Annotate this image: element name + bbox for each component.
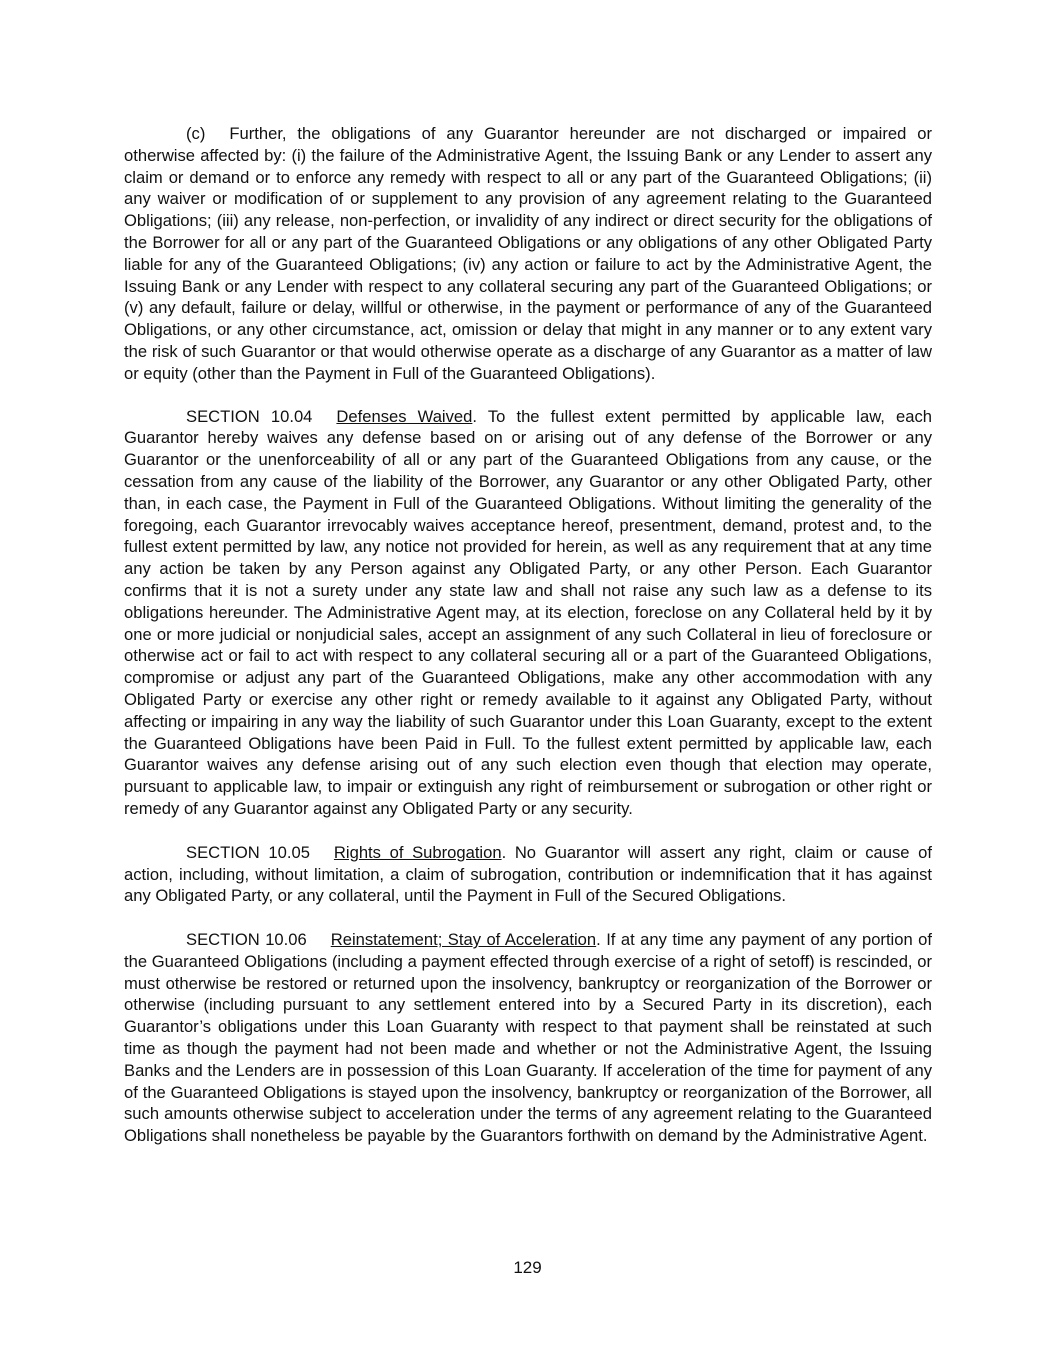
section-10-06 [124, 929, 932, 1147]
section-text: . To the fullest extent permitted by applicable law, each Guarantor hereby waives any defense based on or arising out of any defense of the Borrower or any Guarantor or the unenforceability of all or any part of the Guaranteed Obligations from any cause, or the cessation from any cause of the liability of the Borrower, any Guarantor or any other Obligated Party, other than, in each case, the Payment in Full of the Guaranteed Obligations. Without limiting the generality of the foregoing, each Guarantor irrevocably waives acceptance hereof, presentment, demand, protest and, to the fullest extent permitted by law, any notice not provided for herein, as well as any requirement that at any time any action be taken by any Person against any Obligated Party, or any other Person. Each Guarantor confirms that it is not a surety under any state law and shall not raise any such law as a defense to its obligations hereunder. The Administrative Agent may, at its election, foreclose on any Collateral held by it by one or more judicial or nonjudicial sales, accept an assignment of any such Collateral in lieu of foreclosure or otherwise act or fail to act with respect to any collateral securing all or a part of the Guaranteed Obligations, compromise or adjust any part of the Guaranteed Obligations, make any other accommodation with any Obligated Party or exercise any other right or remedy available to it against any Obligated Party, without affecting or impairing in any way the liability of such Guarantor under this Loan Guaranty, except to the extent the Guaranteed Obligations have been Paid in Full. To the fullest extent permitted by applicable law, each Guarantor waives any defense arising out of any such election even though that election may operate, pursuant to applicable law, to impair or extinguish any right of reimbursement or subrogation or other right or remedy of any Guarantor against any Obligated Party or any security. [124, 406, 932, 818]
section-number: SECTION 10.04 [186, 406, 313, 426]
document-page [124, 123, 932, 1147]
section-number: SECTION 10.06 [186, 930, 307, 950]
section-text: . No Guarantor will assert any right, claim or cause of action, including, without limitation, a claim of subrogation, contribution or indemnification that it has against any Obligated Party, or any collateral, until the Payment in Full of the Secured Obligations. [124, 842, 932, 906]
page-number: 129 [513, 1258, 542, 1277]
section-heading: Rights of Subrogation [333, 842, 502, 862]
section-heading: Defenses Waived [336, 406, 473, 426]
section-number: SECTION 10.05 [186, 842, 310, 862]
section-heading: Reinstatement; Stay of Acceleration [330, 930, 597, 950]
section-10-05 [124, 842, 932, 907]
section-text: . If at any time any payment of any portion of the Guaranteed Obligations (including a payment effected through exercise of a right of setoff) is rescinded, or must otherwise be restored or returned upon the insolvency, bankruptcy or reorganization of the Borrower or otherwise (including pursuant to any settlement entered into by a Secured Party in its discretion), each Guarantor’s obligations under this Loan Guaranty with respect to that payment shall be reinstated at such time as though the payment had not been made and whether or not the Administrative Agent, the Issuing Banks and the Lenders are in possession of this Loan Guaranty. If acceleration of the time for payment of any of the Guaranteed Obligations is stayed upon the insolvency, bankruptcy or reorganization of the Borrower, all such amounts otherwise subject to acceleration under the terms of any agreement relating to the Guaranteed Obligations shall nonetheless be payable by the Guarantors forthwith on demand by the Administrative Agent. [124, 930, 932, 1146]
paragraph-c-label: (c) [186, 124, 206, 143]
section-10-04 [124, 406, 932, 820]
paragraph-c [124, 123, 932, 385]
paragraph-c-text: Further, the obligations of any Guarantor hereunder are not discharged or impaired or otherwise affected by: (i) the failure of the Administrative Agent, the Issuing Bank or any Lender to assert any claim or demand or to enforce any remedy with respect to all or any part of the Guaranteed Obligations; (ii) any waiver or modification of or supplement to any provision of any agreement relating to the Guaranteed Obligations; (iii) any release, non-perfection, or invalidity of any indirect or direct security for the obligations of the Borrower for all or any part of the Guaranteed Obligations or any obligations of any other Obligated Party liable for any of the Guaranteed Obligations; (iv) any action or failure to act by the Administrative Agent, the Issuing Bank or any Lender with respect to any collateral securing any part of the Guaranteed Obligations; or (v) any default, failure or delay, willful or otherwise, in the payment or performance of any of the Guaranteed Obligations, or any other circumstance, act, omission or delay that might in any manner or to any extent vary the risk of such Guarantor or that would otherwise operate as a discharge of any Guarantor as a matter of law or equity (other than the Payment in Full of the Guaranteed Obligations). [124, 124, 932, 383]
